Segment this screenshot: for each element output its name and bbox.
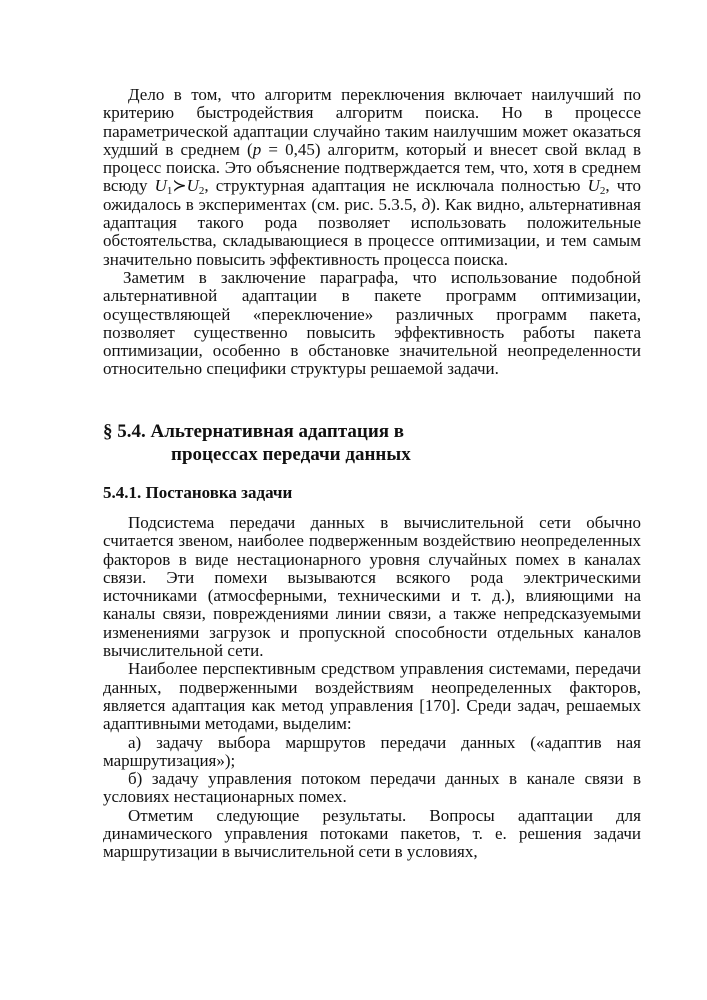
- subsection-title: 5.4.1. Постановка задачи: [103, 483, 293, 502]
- p1-text-d: , что ожидалось в экспериментах (см. рис. 5.3.5,: [103, 176, 641, 214]
- list-item-a: а) задачу выбора маршрутов передачи данных («адаптив ная маршрутизация»);: [103, 732, 641, 770]
- section-title: [103, 420, 411, 466]
- p1-var-p: p: [252, 139, 262, 159]
- list-item-b: б) задачу управления потоком передачи данных в канале связи в условиях нестационарных помех.: [103, 769, 641, 807]
- p1-var-d: д: [421, 194, 431, 214]
- top-text-block: [103, 86, 641, 379]
- section-title-line2: процессах передачи данных: [171, 444, 411, 465]
- p1-succ-symbol: ≻: [172, 176, 187, 196]
- p1-var-u2b: U: [587, 176, 600, 196]
- paragraph-2: Заметим в заключение параграфа, что использование подобной альтернативной адаптации в пакете программ оптимизации, осуществляющей «переключение» различных программ пакета, позволяет существенно повысить эффективность работы пакета оптимизации, особенно в обстановке значительной неопределенности относительно специфики структуры решаемой задачи.: [103, 267, 641, 379]
- p1-text-a: Дело в том, что алгоритм переключения включает наилучший по критерию быстродействия алгоритм поиска. Но в процессе параметрической адаптации случайно таким наилучшим может оказаться худший в среднем (: [103, 85, 641, 159]
- bottom-text-block: [103, 514, 641, 862]
- p1-var-u1: U: [154, 176, 167, 196]
- p1-sub-2: 2: [198, 185, 205, 198]
- section-title-line1: § 5.4. Альтернативная адаптация в: [103, 421, 405, 442]
- paragraph-3: Подсистема передачи данных в вычислительной сети обычно считается звеном, наиболее подверженным воздействию неопределенных факторов в виде нестационарного уровня случайных помех в каналах связи. Эти помехи вызываются всякого рода электрическими источниками (атмосферными, техническими и т. д.), влияющими на каналы связи, повреждениями линии связи, а также непредсказуемыми изменениями загрузок и пропускной способности отдельных каналов вычислительной сети.: [103, 513, 641, 661]
- p1-text-c: , структурная адаптация не исключала полностью: [204, 176, 588, 196]
- paragraph-1: [103, 86, 641, 269]
- paragraph-5: Отметим следующие результаты. Вопросы адаптации для динамического управления потоками пакетов, т. е. решения задачи маршрутизации в вычислительной сети в условиях,: [103, 805, 641, 862]
- p1-text-b: = 0,45) алгоритм, который и внесет свой вклад в процесс поиска. Это объяснение подтверждается тем, что, хотя в среднем всюду: [103, 139, 641, 196]
- p1-var-u2: U: [186, 176, 199, 196]
- p1-sub-2b: 2: [599, 185, 606, 198]
- p1-text-e: ). Как видно, альтернативная адаптация такого рода позволяет использовать положительные обстоятельства, складывающиеся в процессе оптимизации, и тем самым значительно повысить эффективность процесса поиска.: [103, 194, 641, 269]
- paragraph-4: Наиболее перспективным средством управления системами, передачи данных, подверженными воздействиям неопределенных факторов, является адаптация как метод управления [170]. Среди задач, решаемых адаптивными методами, выделим:: [103, 659, 641, 734]
- p1-sub-1: 1: [166, 185, 173, 198]
